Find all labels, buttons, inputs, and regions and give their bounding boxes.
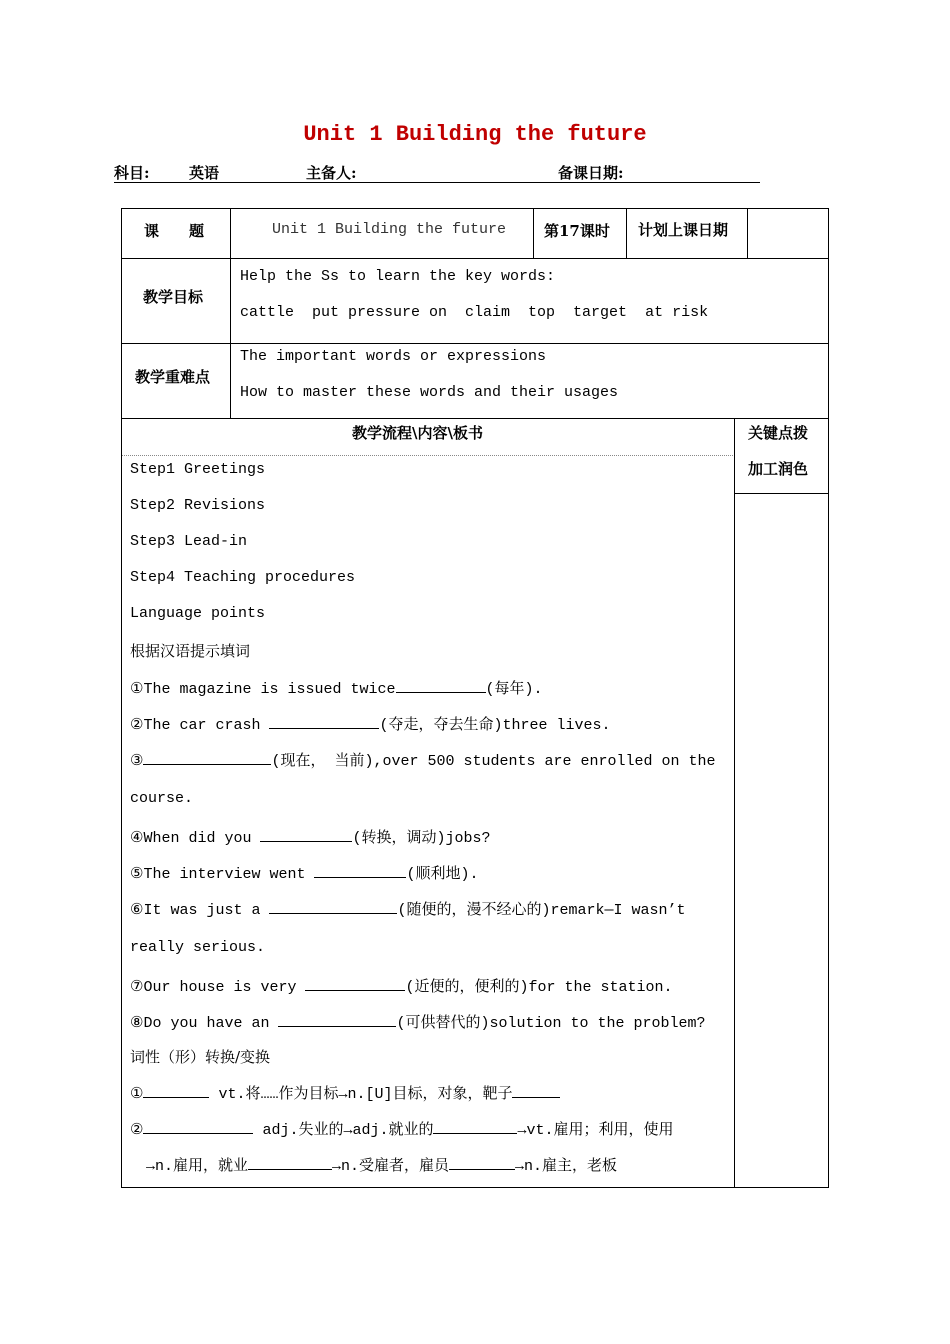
- col-divider: [230, 208, 231, 418]
- row-divider: [121, 418, 829, 419]
- answer-blank[interactable]: [269, 899, 397, 914]
- question-6: ⑥It was just a (随便的，漫不经心的)remark—I wasn’t: [130, 898, 686, 919]
- objectives-line1: Help the Ss to learn the key words:: [240, 268, 556, 285]
- question-5: ⑤The interview went (顺利地).: [130, 862, 479, 883]
- word-title: 词性（形）转换/变换: [130, 1048, 271, 1066]
- preparer-label: 主备人:: [306, 164, 357, 182]
- step-2: Step2 Revisions: [130, 497, 266, 514]
- answer-blank[interactable]: [248, 1155, 332, 1170]
- question-8: ⑧Do you have an (可供替代的)solution to the problem?: [130, 1011, 706, 1032]
- subject-label: 科目:: [114, 164, 150, 182]
- word-2: ② adj.失业的→adj.就业的 →vt.雇用；利用，使用: [130, 1118, 673, 1139]
- fill-title: 根据汉语提示填词: [130, 642, 251, 660]
- answer-blank[interactable]: [269, 714, 379, 729]
- difficulties-line2: How to master these words and their usages: [240, 384, 619, 401]
- objectives-label: 教学目标: [143, 288, 204, 306]
- answer-blank[interactable]: [278, 1012, 396, 1027]
- answer-blank[interactable]: [143, 1083, 209, 1098]
- word-1: ① vt.将……作为目标→n.[U]目标，对象，靶子: [130, 1082, 560, 1103]
- answer-blank[interactable]: [143, 1119, 253, 1134]
- date-label: 备课日期:: [558, 164, 624, 182]
- page-title: Unit 1 Building the future: [303, 122, 647, 147]
- plan-date-label: 计划上课日期: [638, 221, 729, 239]
- answer-blank[interactable]: [512, 1083, 560, 1098]
- answer-blank[interactable]: [305, 976, 405, 991]
- answer-blank[interactable]: [260, 827, 352, 842]
- difficulties-label: 教学重难点: [135, 368, 211, 386]
- word-3: →n.雇用，就业 →n.受雇者，雇员 →n.雇主，老板: [146, 1154, 617, 1175]
- side-divider: [734, 493, 829, 494]
- answer-blank[interactable]: [449, 1155, 515, 1170]
- question-3: ③ (现在， 当前),over 500 students are enrolled on the: [130, 749, 716, 770]
- language-points: Language points: [130, 605, 266, 622]
- question-3-cont: course.: [130, 790, 194, 807]
- row-divider: [121, 258, 829, 259]
- side-header-1: 关键点拨: [748, 424, 809, 442]
- answer-blank[interactable]: [433, 1119, 517, 1134]
- side-header-2: 加工润色: [748, 460, 809, 478]
- question-6-cont: really serious.: [130, 939, 266, 956]
- answer-blank[interactable]: [143, 750, 271, 765]
- subject-value: 英语: [189, 164, 220, 182]
- question-1: ①The magazine is issued twice (每年).: [130, 677, 543, 698]
- dotted-divider: [122, 455, 733, 456]
- meta-line: [114, 162, 760, 183]
- step-1: Step1 Greetings: [130, 461, 266, 478]
- step-3: Step3 Lead-in: [130, 533, 248, 550]
- row-divider: [121, 343, 829, 344]
- period-label: 第17课时: [544, 222, 610, 240]
- question-2: ②The car crash (夺走，夺去生命)three lives.: [130, 713, 611, 734]
- topic-label: 课 题: [144, 222, 205, 240]
- process-header: 教学流程\内容\板书: [352, 424, 483, 442]
- col-divider: [734, 418, 735, 1188]
- topic-value: Unit 1 Building the future: [272, 221, 507, 238]
- difficulties-line1: The important words or expressions: [240, 348, 547, 365]
- question-4: ④When did you (转换，调动)jobs?: [130, 826, 490, 847]
- col-divider: [533, 208, 534, 258]
- col-divider: [747, 208, 748, 258]
- answer-blank[interactable]: [314, 863, 406, 878]
- col-divider: [626, 208, 627, 258]
- answer-blank[interactable]: [396, 678, 486, 693]
- step-4: Step4 Teaching procedures: [130, 569, 356, 586]
- objectives-line2: cattle put pressure on claim top target at risk: [240, 304, 709, 321]
- question-7: ⑦Our house is very (近便的，便利的)for the station.: [130, 975, 673, 996]
